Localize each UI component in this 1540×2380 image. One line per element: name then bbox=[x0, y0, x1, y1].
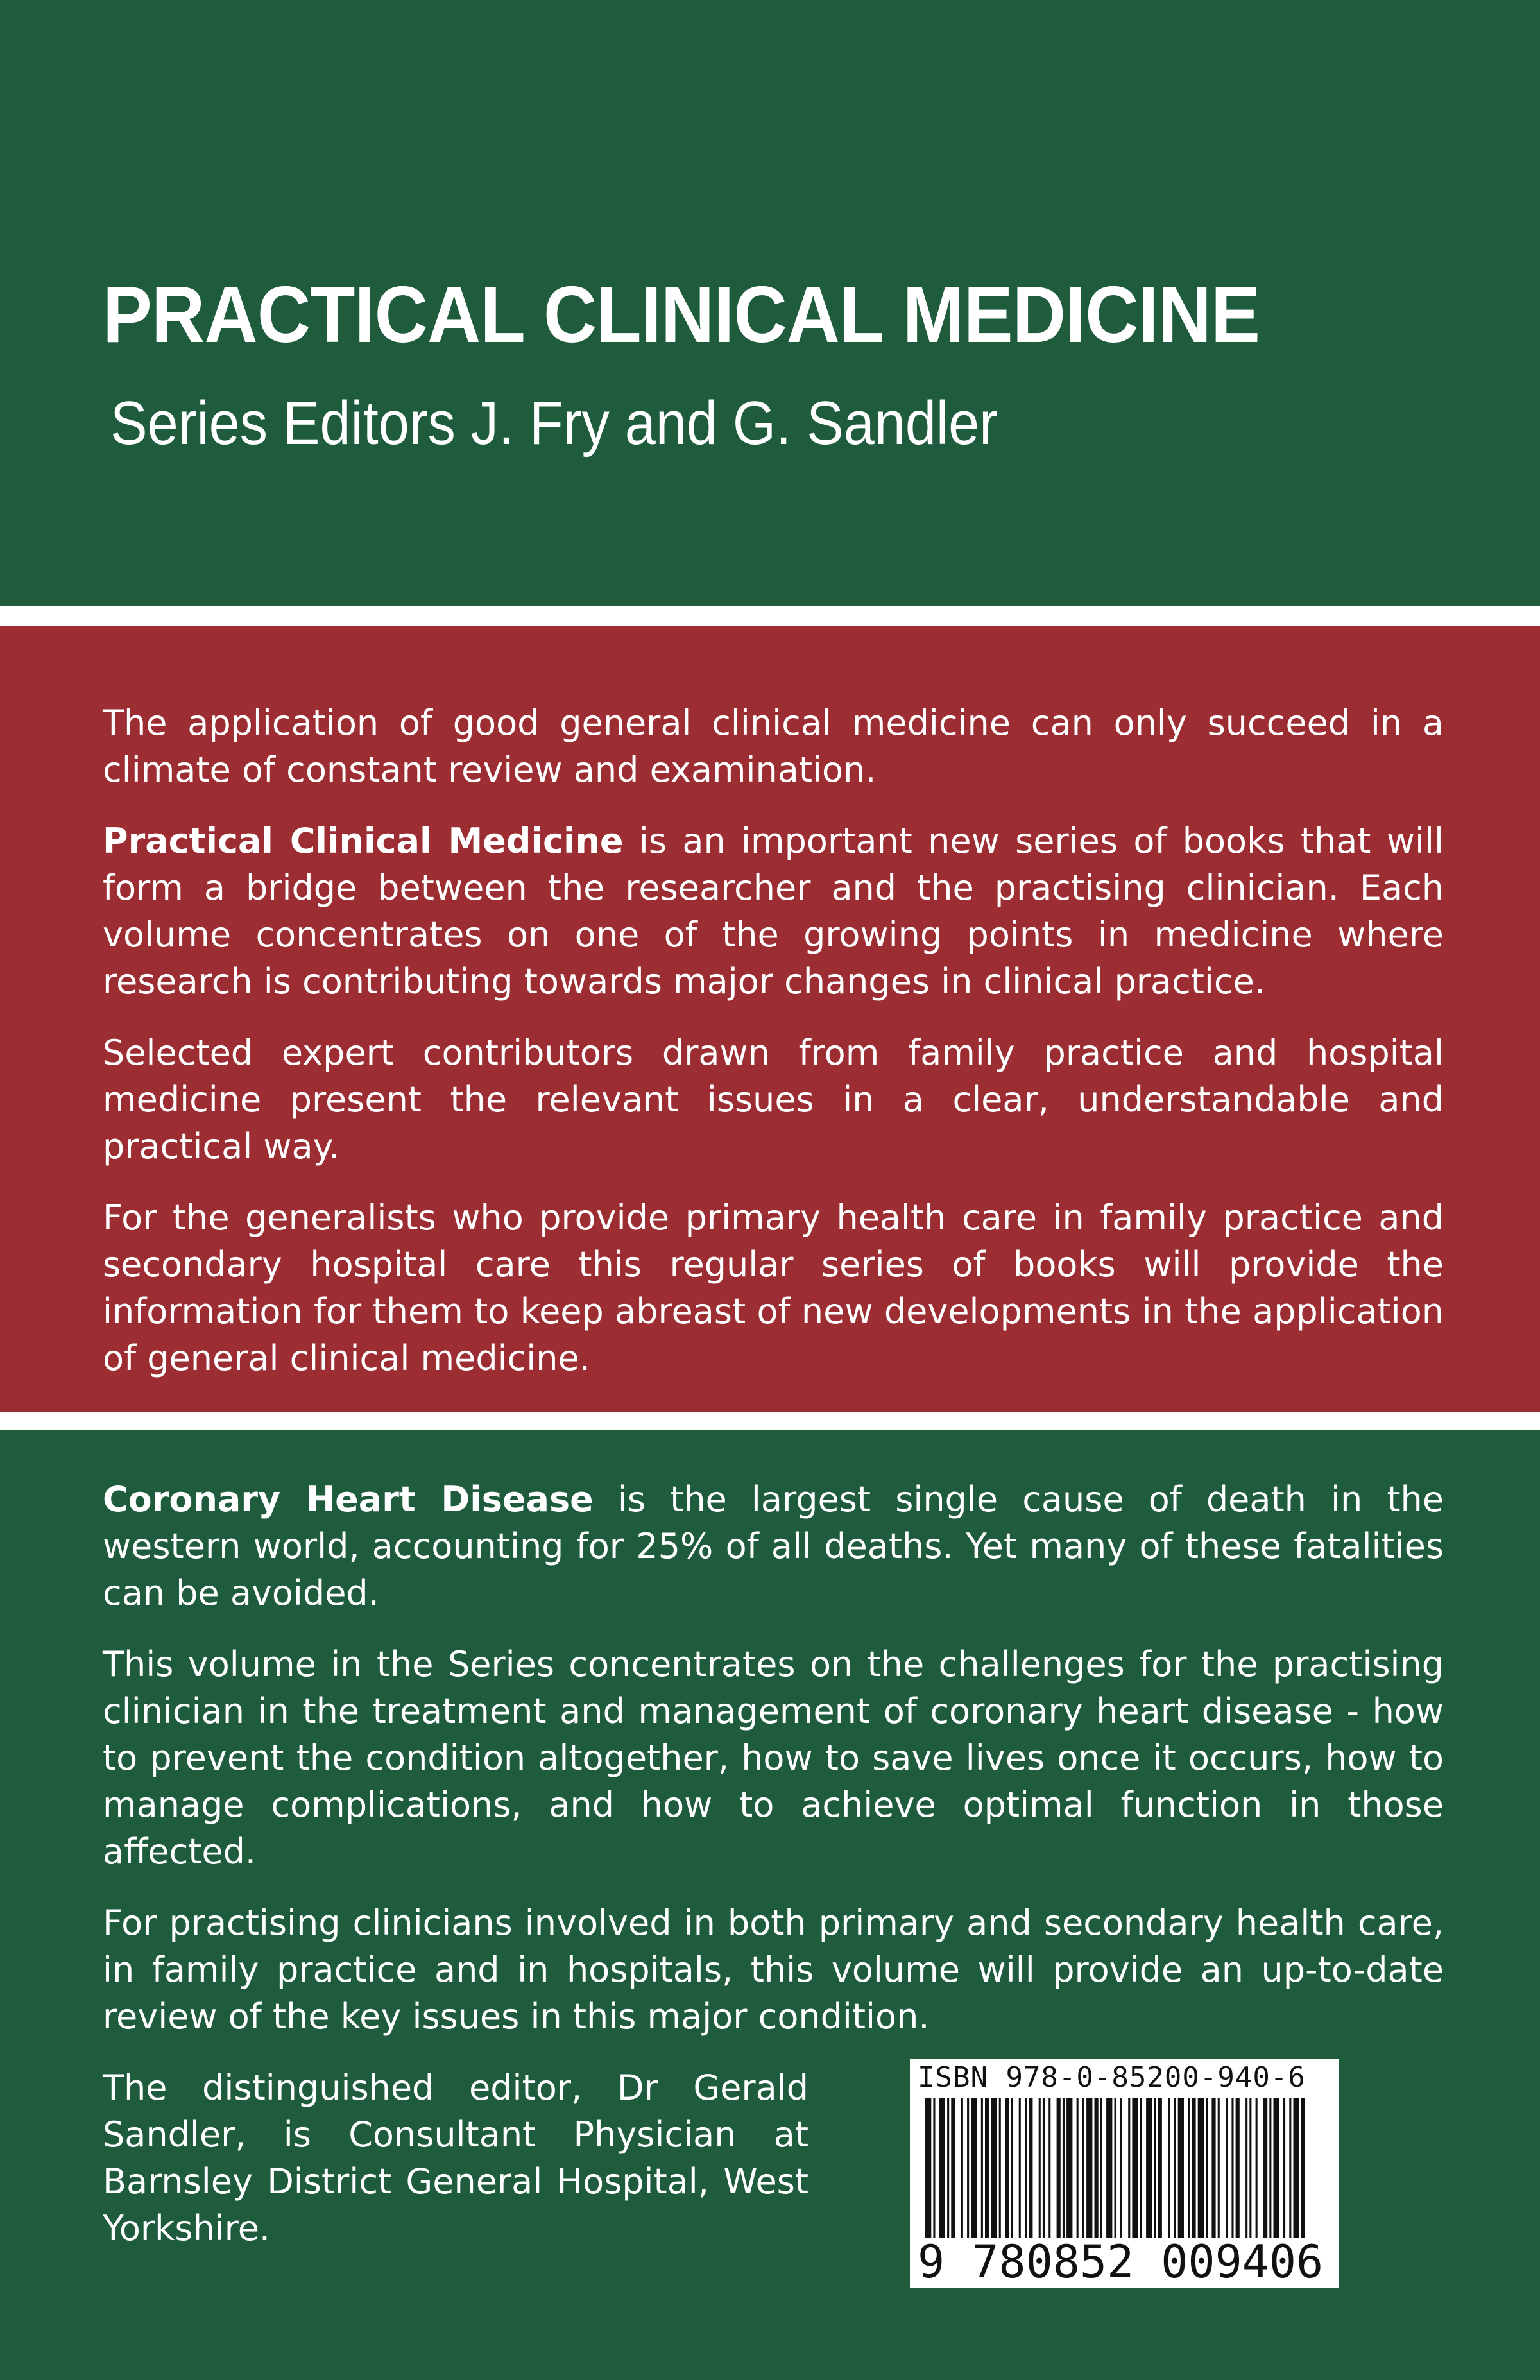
barcode-bar bbox=[1019, 2098, 1021, 2238]
barcode-bar bbox=[1274, 2098, 1279, 2238]
barcode-bar bbox=[1236, 2098, 1240, 2238]
barcode-bars bbox=[923, 2098, 1308, 2238]
series-title: PRACTICAL CLINICAL MEDICINE bbox=[103, 271, 1260, 359]
barcode-bar bbox=[951, 2098, 955, 2238]
barcode-bar bbox=[1140, 2098, 1142, 2238]
series-paragraph-2-text: is an important new series of books that will form a bridge between the researcher and the practising clinician. Each volume concentrates on one of the growing points in medicine where research is contributing towards major changes in clinical practice. bbox=[103, 821, 1444, 1002]
barcode-digits: 9 780852 009406 bbox=[918, 2236, 1324, 2288]
barcode-bar bbox=[1211, 2098, 1215, 2238]
barcode-bar bbox=[947, 2098, 949, 2238]
barcode-bar bbox=[1043, 2098, 1045, 2238]
volume-paragraph-3: For practising clinicians involved in both primary and secondary health care, in family practice and in hospitals, this volume will provide an up-to-date review of the key issues in this major condition. bbox=[103, 1903, 1444, 2037]
barcode-bar bbox=[1128, 2098, 1130, 2238]
barcode-bar bbox=[1283, 2098, 1285, 2238]
barcode-bar bbox=[971, 2098, 977, 2238]
volume-paragraph-2: This volume in the Series concentrates on the challenges for the practising clinician in the treatment and management of coronary heart disease - how to prevent the condition altogether, how to save lives once it occurs, how to manage complications, and how to achieve optimal function in those affected. bbox=[103, 1644, 1444, 1872]
volume-title-bold: Coronary Heart Disease bbox=[103, 1479, 594, 1520]
barcode-bar bbox=[1206, 2098, 1208, 2238]
barcode-bar bbox=[1231, 2098, 1233, 2238]
barcode-bar bbox=[1095, 2098, 1099, 2238]
barcode-bar bbox=[1226, 2098, 1228, 2238]
barcode-bar bbox=[1218, 2098, 1220, 2238]
barcode-bar bbox=[981, 2098, 983, 2238]
isbn-barcode bbox=[910, 2059, 1339, 2288]
barcode-bar bbox=[1057, 2098, 1061, 2238]
barcode-bar bbox=[1192, 2098, 1195, 2238]
barcode-bar bbox=[1115, 2098, 1116, 2238]
volume-paragraph-1 bbox=[103, 1476, 1444, 1616]
barcode-bar bbox=[933, 2098, 935, 2238]
barcode-bar bbox=[1039, 2098, 1041, 2238]
barcode-bar bbox=[985, 2098, 989, 2238]
volume-paragraph-4: The distinguished editor, Dr Gerald Sandler, is Consultant Physician at Barnsley District General Hospital, West Yorkshire. bbox=[103, 2068, 809, 2248]
barcode-bar bbox=[1263, 2098, 1267, 2238]
barcode-bar bbox=[999, 2098, 1001, 2238]
barcode-bar bbox=[1146, 2098, 1152, 2238]
barcode-bar bbox=[1063, 2098, 1065, 2238]
barcode-bar bbox=[1086, 2098, 1092, 2238]
white-divider-top bbox=[0, 606, 1540, 626]
barcode-bar bbox=[1048, 2098, 1050, 2238]
series-paragraph-3: Selected expert contributors drawn from family practice and hospital medicine present the relevant issues in a clear, understandable and practical way. bbox=[103, 1032, 1444, 1167]
barcode-bar bbox=[1198, 2098, 1204, 2238]
barcode-bar bbox=[1174, 2098, 1176, 2238]
barcode-bar bbox=[1245, 2098, 1247, 2238]
series-paragraph-1: The application of good general clinical medicine can only succeed in a climate of constant review and examination. bbox=[103, 703, 1444, 790]
barcode-bar bbox=[1158, 2098, 1162, 2238]
barcode-bar bbox=[991, 2098, 997, 2238]
barcode-bar bbox=[1249, 2098, 1251, 2238]
barcode-bar bbox=[1132, 2098, 1138, 2238]
barcode-bar bbox=[1011, 2098, 1013, 2238]
white-divider-bottom bbox=[0, 1412, 1540, 1430]
barcode-bar bbox=[1100, 2098, 1102, 2238]
barcode-bar bbox=[1154, 2098, 1156, 2238]
barcode-bar bbox=[1120, 2098, 1122, 2238]
barcode-bar bbox=[961, 2098, 963, 2238]
volume-paragraph-1-text: is the largest single cause of death in the western world, accounting for 25% of all deaths. Yet many of these fatalities can be avoided. bbox=[103, 1479, 1444, 1613]
barcode-bar bbox=[1025, 2098, 1027, 2238]
barcode-bar bbox=[1269, 2098, 1271, 2238]
barcode-bar bbox=[1082, 2098, 1084, 2238]
barcode-bar bbox=[1168, 2098, 1170, 2238]
barcode-bar bbox=[1289, 2098, 1291, 2238]
barcode-bar bbox=[925, 2098, 931, 2238]
isbn-label: ISBN 978-0-85200-940-6 bbox=[918, 2061, 1306, 2094]
barcode-bar bbox=[1294, 2098, 1299, 2238]
barcode-bar bbox=[1106, 2098, 1112, 2238]
series-name-bold: Practical Clinical Medicine bbox=[103, 821, 624, 861]
barcode-bar bbox=[939, 2098, 945, 2238]
barcode-bar bbox=[1029, 2098, 1032, 2238]
series-paragraph-2 bbox=[103, 818, 1444, 1005]
barcode-bar bbox=[1188, 2098, 1190, 2238]
barcode-bar bbox=[1005, 2098, 1009, 2238]
barcode-bar bbox=[1256, 2098, 1258, 2238]
barcode-bar bbox=[1301, 2098, 1305, 2238]
barcode-bar bbox=[1066, 2098, 1072, 2238]
barcode-bar bbox=[1077, 2098, 1079, 2238]
series-editors: Series Editors J. Fry and G. Sandler bbox=[110, 389, 998, 458]
barcode-bar bbox=[967, 2098, 969, 2238]
series-description bbox=[103, 699, 1444, 1406]
series-paragraph-4: For the generalists who provide primary health care in family practice and secondary hospital care this regular series of books will provide the information for them to keep abreast of new developments in the application of general clinical medicine. bbox=[103, 1197, 1444, 1378]
barcode-bar bbox=[1178, 2098, 1184, 2238]
